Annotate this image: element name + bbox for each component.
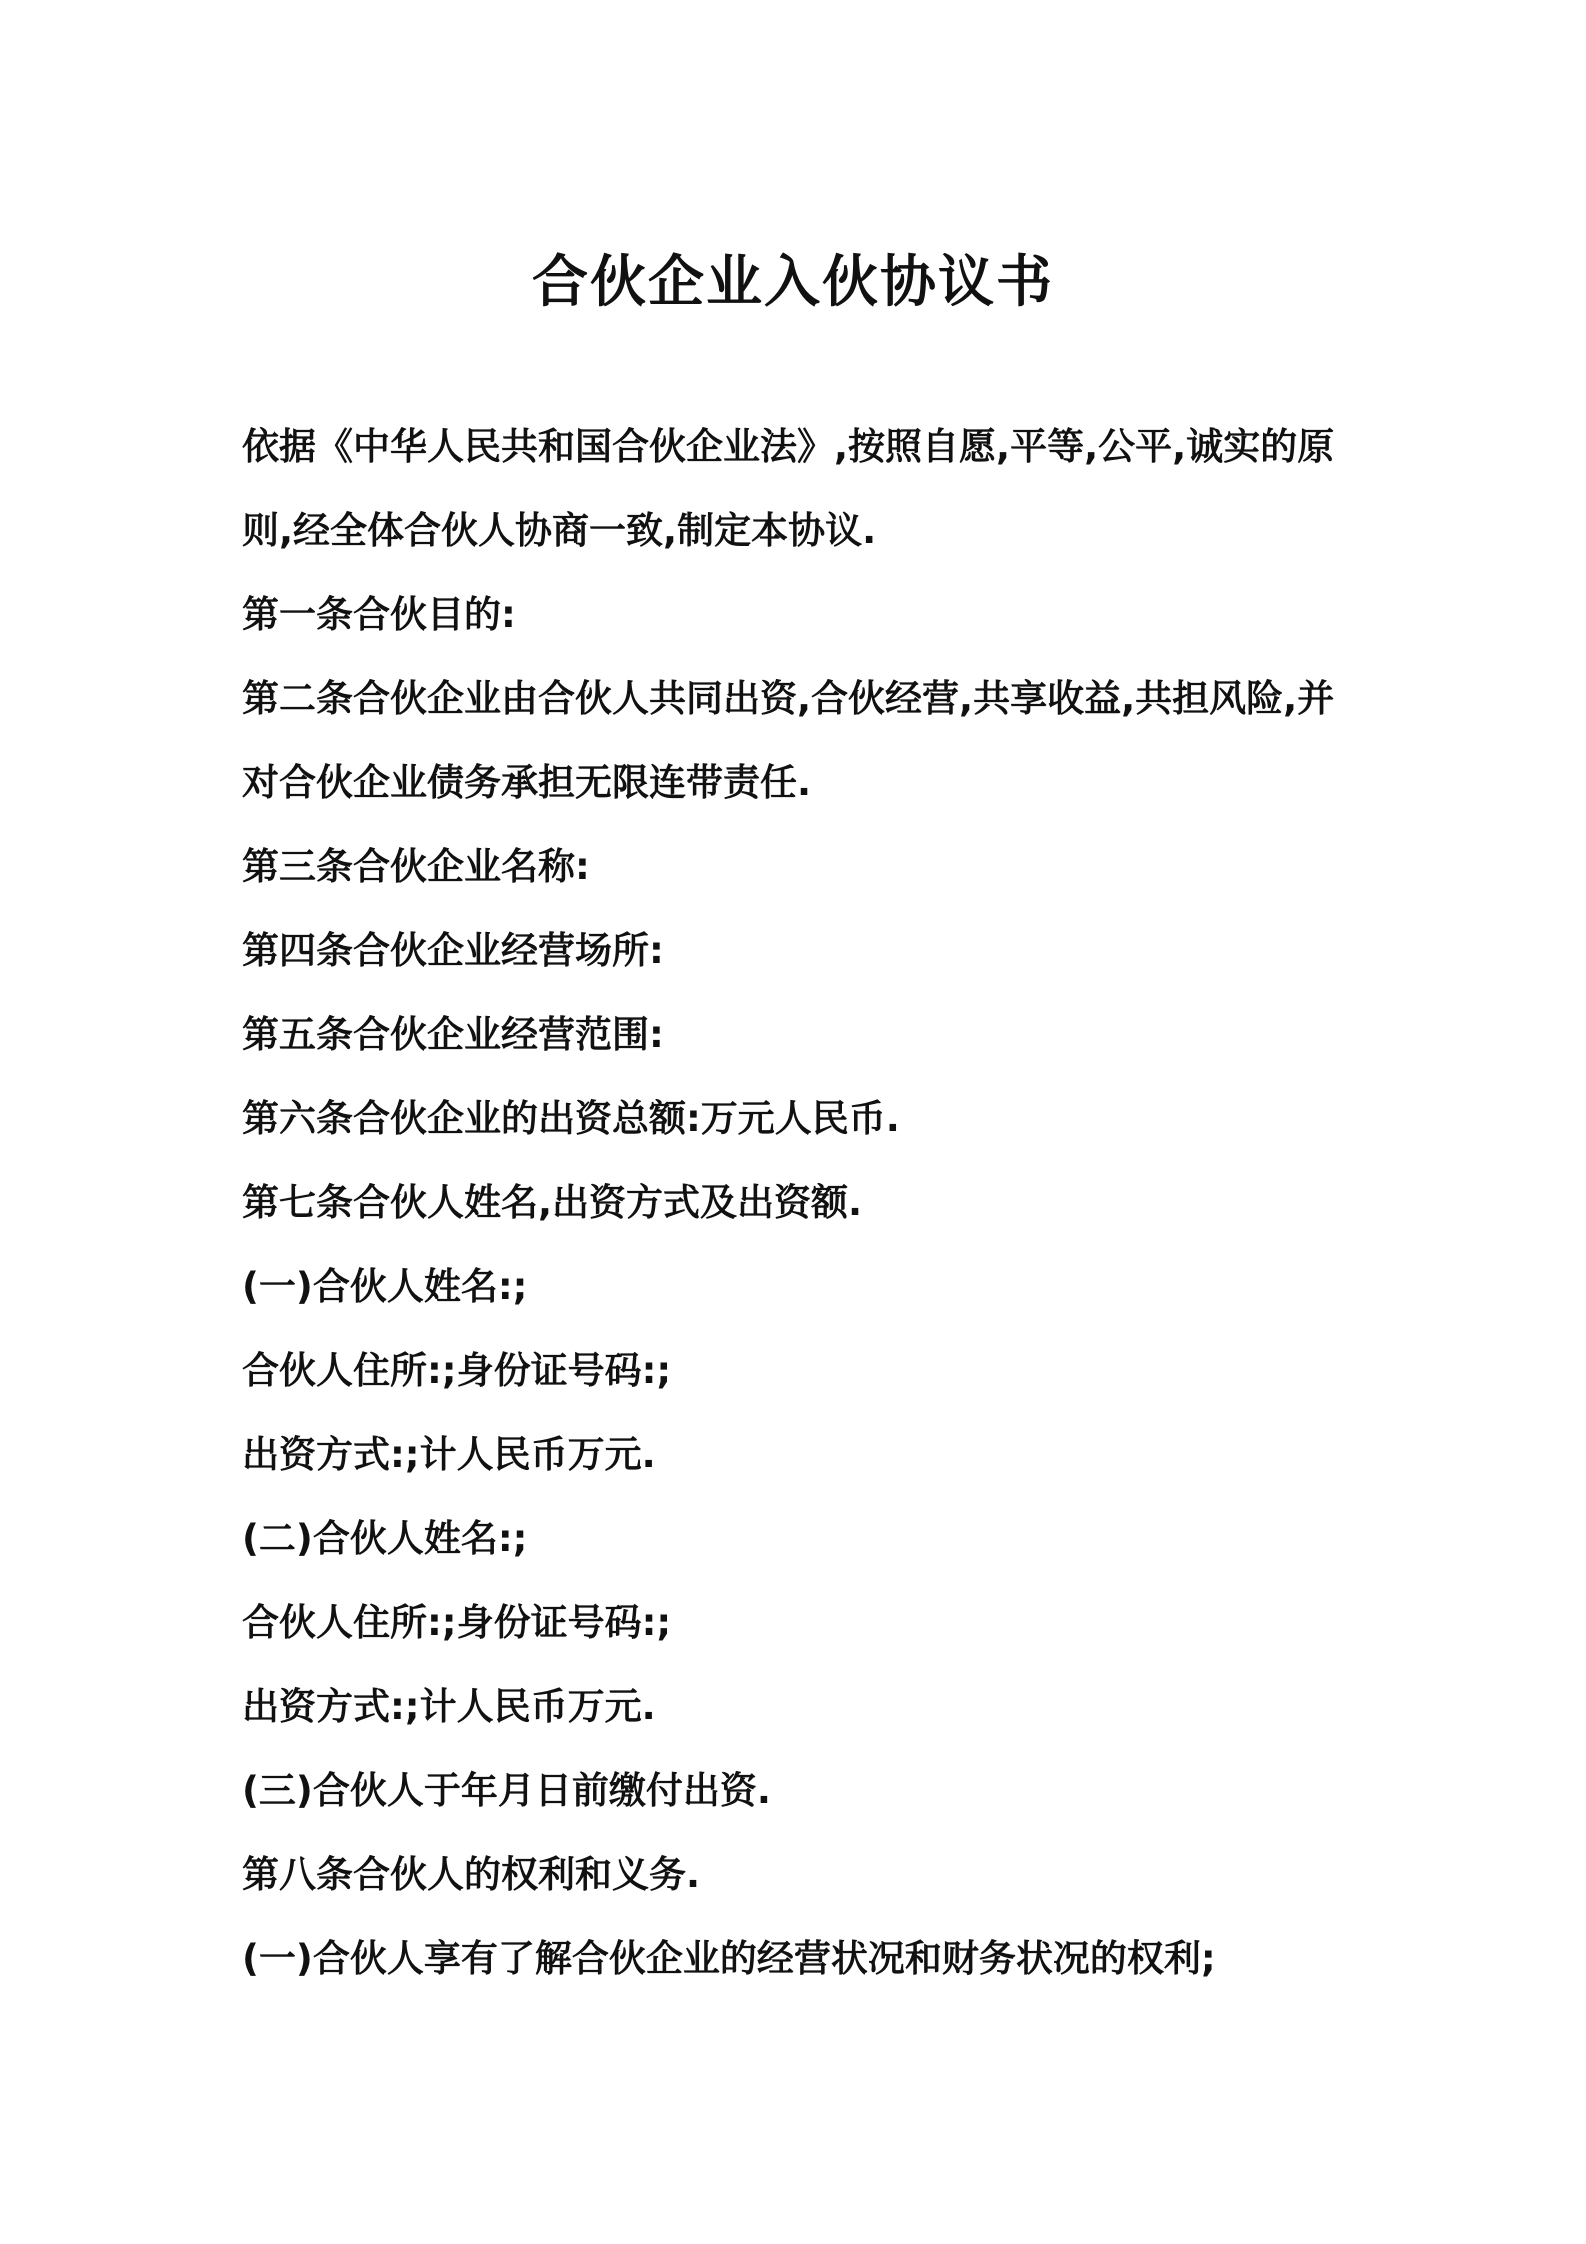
paragraph-article-2: 第二条合伙企业由合伙人共同出资,合伙经营,共享收益,共担风险,并对合伙企业债务承担无限连带责任. [242, 677, 1335, 804]
paragraph-partner-2-address: 合伙人住所:;身份证号码:; [242, 1601, 672, 1644]
paragraph-article-5: 第五条合伙企业经营范围: [242, 1013, 664, 1056]
paragraph-article-6: 第六条合伙企业的出资总额:万元人民币. [242, 1097, 900, 1140]
paragraph-article-1: 第一条合伙目的: [242, 593, 516, 636]
document-body [242, 405, 1352, 2001]
paragraph-partner-1-name: (一)合伙人姓名:; [242, 1265, 528, 1308]
paragraph-article-4: 第四条合伙企业经营场所: [242, 929, 664, 972]
paragraph-partner-2-name: (二)合伙人姓名:; [242, 1517, 528, 1560]
paragraph-article-3: 第三条合伙企业名称: [242, 845, 590, 888]
paragraph-preamble: 依据《中华人民共和国合伙企业法》,按照自愿,平等,公平,诚实的原则,经全体合伙人协商一致,制定本协议. [242, 425, 1335, 552]
document-title: 合伙企业入伙协议书 [532, 249, 1054, 315]
paragraph-partner-1-contribution: 出资方式:;计人民币万元. [242, 1433, 656, 1476]
paragraph-payment-deadline: (三)合伙人于年月日前缴付出资. [242, 1769, 771, 1812]
paragraph-article-7: 第七条合伙人姓名,出资方式及出资额. [242, 1181, 863, 1224]
paragraph-partner-2-contribution: 出资方式:;计人民币万元. [242, 1685, 656, 1728]
paragraph-article-8-item-1: (一)合伙人享有了解合伙企业的经营状况和财务状况的权利; [242, 1937, 1216, 1980]
paragraph-article-8: 第八条合伙人的权利和义务. [242, 1853, 701, 1896]
paragraph-partner-1-address: 合伙人住所:;身份证号码:; [242, 1349, 672, 1392]
